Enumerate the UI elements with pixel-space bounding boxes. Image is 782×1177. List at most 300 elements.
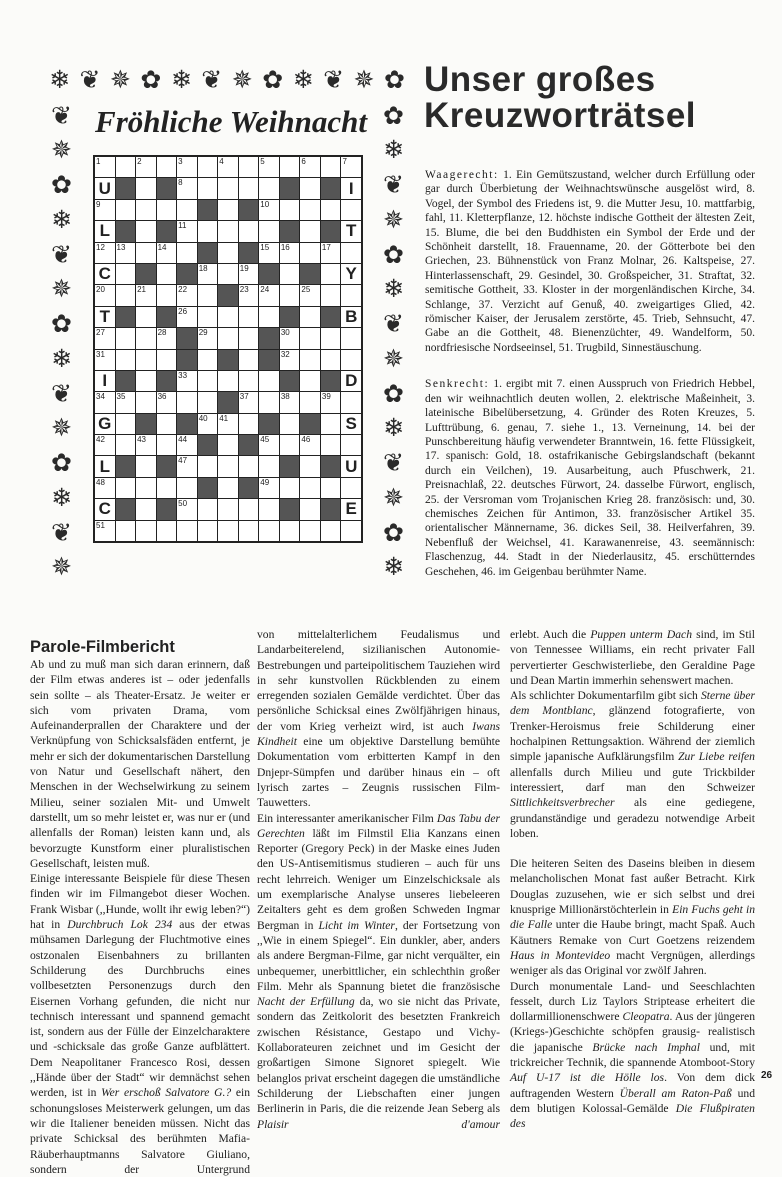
grid-cell-black — [259, 264, 279, 284]
text-run: Einige interessante Beispiele für diese Thesen finden wir im Filmangebot dieser Wochen. Frank Wisbar (,,Hunde, wollt ihr ewig leben?“) hat in — [30, 872, 250, 932]
film-title: Überall am Raton-Paß — [619, 1086, 732, 1100]
text-run: Die heiteren Seiten des Daseins bleiben in diesem melancholischen Monat fast außer Betracht. Kirk Douglas zuzusehen, wie er sich selbst und drei knusprige Millionärstöchterlein in — [510, 857, 755, 917]
grid-cell — [239, 157, 259, 177]
grid-cell — [300, 178, 320, 198]
clue-number: 42 — [96, 435, 105, 445]
grid-cell — [95, 264, 115, 284]
grid-cell — [136, 307, 156, 327]
film-title: Auf U-17 ist die Hölle los — [510, 1071, 665, 1085]
clue-number: 33 — [178, 370, 188, 380]
grid-cell — [177, 285, 197, 305]
grid-cell — [95, 307, 115, 327]
text-run: unter die Haube bringt, macht Spaß. Auch Käutners Remake von Curt Goetzens reizendem — [510, 918, 756, 947]
ornament-icon — [48, 378, 75, 408]
grid-cell-black — [198, 478, 218, 498]
grid-cell-black — [157, 307, 177, 327]
grid-cell — [321, 350, 341, 370]
grid-cell — [157, 435, 177, 455]
grid-cell — [95, 178, 115, 198]
clue-number: 17 — [321, 242, 331, 252]
grid-cell — [157, 392, 177, 412]
grid-cell — [259, 521, 279, 541]
grid-cell — [136, 178, 156, 198]
solution-letter: C — [98, 499, 111, 519]
grid-cell — [136, 456, 156, 476]
title-line-1: Unser großes — [424, 60, 656, 99]
grid-cell — [177, 435, 197, 455]
text-run: eine um objektive Darstellung bemühte Dokumentation vom erbitterten Kampf in den Dnjepr-Sümpfen und darüber hinaus ein – oft lyrisch zartes – Zeugnis russischen Film-Tauwetters. — [257, 735, 500, 810]
film-title: Sterne über dem Montblanc — [510, 689, 755, 718]
clue-number: 41 — [219, 413, 229, 423]
grid-cell — [136, 478, 156, 498]
grid-cell — [321, 200, 341, 220]
text-run: da, wo sie nicht das Private, sondern das Zeitkolorit des besetzten Frankreich zwischen Résistance, Gestapo und Vichy-Kollaborateuren zeichnet und im Gesicht der großartigen Simone Signoret spiegelt. Wie belanglos privat erscheint dagegen die umständliche Schilderung der Liebschaften einer jungen Berlinerin in Paris, die die reizende Jean Seberg als — [257, 995, 501, 1116]
grid-cell — [95, 285, 115, 305]
grid-cell — [280, 264, 300, 284]
clue-number: 19 — [239, 263, 249, 273]
grid-cell — [341, 307, 361, 327]
text-run: , glänzend fotografierte, von Trenker-Heroismus freie Schilderung einer hochalpinen Rettungsaktion. Während der ziemlich simple japanische Aufklärungsfilm — [510, 704, 755, 764]
grid-cell — [218, 435, 238, 455]
grid-cell — [198, 350, 218, 370]
ornament-icon — [380, 343, 407, 373]
grid-cell-black — [116, 178, 136, 198]
grid-cell — [157, 414, 177, 434]
ornament-border-top — [46, 64, 408, 94]
film-title: Zur Liebe reifen — [678, 750, 755, 764]
grid-cell-black — [321, 307, 341, 327]
article-column-2 — [257, 627, 500, 1132]
grid-cell — [300, 350, 320, 370]
ornament-border-left — [48, 100, 75, 582]
ornament-icon — [48, 135, 75, 165]
clue-number: 27 — [96, 328, 105, 338]
grid-cell — [341, 414, 361, 434]
clue-number: 48 — [96, 477, 105, 487]
ornament-icon — [48, 448, 75, 478]
grid-cell — [280, 328, 300, 348]
grid-cell — [321, 243, 341, 263]
solution-letter: E — [345, 499, 357, 519]
grid-cell — [95, 328, 115, 348]
text-run: . Von dem dick auftragenden Western — [510, 1071, 756, 1100]
clue-number: 35 — [116, 392, 126, 402]
grid-cell — [259, 243, 279, 263]
clue-number: 5 — [260, 157, 265, 166]
grid-cell — [177, 307, 197, 327]
grid-cell — [321, 157, 341, 177]
grid-cell — [300, 307, 320, 327]
solution-letter: L — [99, 221, 110, 241]
fraktur-title: Fröhliche Weihnacht — [95, 104, 367, 139]
grid-cell — [157, 285, 177, 305]
clue-number: 9 — [96, 199, 101, 209]
grid-cell — [95, 221, 115, 241]
ornament-icon — [48, 517, 75, 547]
grid-cell — [136, 157, 156, 177]
grid-cell-black — [321, 178, 341, 198]
grid-cell — [157, 264, 177, 284]
grid-cell — [280, 285, 300, 305]
ornament-icon — [380, 482, 407, 512]
film-title: Ein Fuchs geht in die Falle — [510, 903, 755, 932]
grid-cell — [136, 371, 156, 391]
clues-down — [425, 377, 755, 579]
text-run: erlebt. Auch die — [510, 628, 591, 641]
ornament-icon — [168, 64, 195, 94]
grid-cell-black — [136, 414, 156, 434]
page-title — [424, 62, 696, 134]
grid-cell — [239, 221, 259, 241]
text-run: und, mit trickreicher Technik, die spannende Atomboot-Story — [510, 1040, 755, 1070]
clue-number: 40 — [198, 413, 208, 423]
paragraph — [30, 871, 250, 1177]
grid-cell — [218, 371, 238, 391]
grid-cell — [259, 478, 279, 498]
grid-cell-black — [157, 221, 177, 241]
clue-number: 43 — [137, 435, 146, 445]
grid-cell-black — [218, 350, 238, 370]
grid-cell — [198, 221, 218, 241]
grid-cell-black — [280, 307, 300, 327]
grid-cell — [341, 392, 361, 412]
grid-cell — [95, 350, 115, 370]
grid-cell — [95, 456, 115, 476]
clue-number: 47 — [178, 456, 188, 466]
grid-cell — [198, 264, 218, 284]
grid-cell — [136, 521, 156, 541]
article-column-3 — [510, 627, 755, 1132]
grid-cell — [341, 200, 361, 220]
grid-cell — [321, 285, 341, 305]
text-run: . Aus der jüngeren (Kriegs-)Geschichte schöpfen grausig- realistisch die japanische — [510, 1010, 755, 1054]
film-title: Cleopatra — [622, 1010, 670, 1024]
text-run: sind, im Stil von Tennessee Williams, ein recht privater Fall pervertierter Geschwisterliebe, den Geraldine Page und Dean Martin immerhin sehenswert machen. — [510, 628, 755, 687]
clue-number: 46 — [301, 435, 311, 445]
grid-cell-black — [116, 499, 136, 519]
grid-cell-black — [157, 499, 177, 519]
grid-cell — [341, 521, 361, 541]
grid-cell — [218, 456, 238, 476]
clues-down-text: 1. ergibt mit 7. einen Ausspruch von Friedrich Hebbel, den wir weihnachtlich deuten wollen, 2. elektrische Maßeinheit, 3. lateinische Bibelübersetzung, 4. Gründer des Roten Kreuzes, 5. Lufttrübung, 6. genau, 7. siehe 1., 13. Verneinung, 14. bei der Punschbereitung häufig verwendeter Branntwein, 16. fette Flüssigkeit, 17. spanisch: Gold, 18. ostafrikanische Gebirgslandschaft (bekannt durch ein Veilchen), 19. Ausarbeitung, auch Pfuschwerk, 21. Preisnachlaß, 22. deutsches Fürwort, 24. dasselbe Fürwort, englisch, 25. der Versroman vom Trojanischen Krieg 28. französisch: und, 30. chemisches Zeichen für Antimon, 33. französischer Artikel 35. orientalischer Männername, 36. dickes Seil, 38. Heilverfahren, 39. Nebenfluß der Weichsel, 41. Karawanenreise, 43. seemännisch: Flaschenzug, 44. Stadt in der Niederlausitz, 45. erschütterndes Geschehen, 46. im Geigenbau berühmter Name. — [425, 378, 755, 578]
grid-cell-black — [321, 456, 341, 476]
ornament-icon — [380, 378, 407, 408]
ornament-icon — [380, 517, 407, 547]
solution-letter: U — [345, 456, 358, 476]
grid-cell — [259, 200, 279, 220]
grid-cell — [280, 157, 300, 177]
ornament-icon — [290, 64, 317, 94]
clue-number: 23 — [239, 285, 249, 295]
grid-cell — [95, 200, 115, 220]
grid-cell — [321, 392, 341, 412]
clue-number: 51 — [96, 520, 105, 530]
grid-cell — [239, 178, 259, 198]
grid-cell-black — [116, 221, 136, 241]
text-run: aus der etwas mühsamen Darlegung der Fluchtmotive eines ostzonalen Eisenbahners zu brillanten Schilderung des Durchbruchs eines vollbesetzten Personenzugs durch den Eisernen Vorhang gefunden, die nicht nur technisch interessant und spannend gemacht ist, sondern aus der Fülle der Einzelcharaktere und -schicksale das große Ganze aufblättert. Dem Neapolitaner Francesco Rosi, dessen ,,Hände über der Stadt“ wir demnächst sehen werden, ist in — [30, 918, 250, 1100]
ornament-icon — [48, 552, 75, 582]
clue-number: 30 — [280, 328, 290, 338]
text-run: als eine gediegene, grundanständige und geradezu notwendige Arbeit loben. — [510, 796, 755, 840]
ornament-icon — [259, 64, 286, 94]
ornament-icon — [48, 309, 75, 339]
clues-across-heading: Waagerecht: — [425, 169, 499, 181]
grid-cell — [341, 350, 361, 370]
grid-cell — [218, 499, 238, 519]
grid-cell — [341, 157, 361, 177]
clue-number: 44 — [178, 435, 188, 445]
ornament-icon — [380, 413, 407, 443]
grid-cell — [116, 243, 136, 263]
grid-cell — [341, 328, 361, 348]
grid-cell — [341, 178, 361, 198]
ornament-icon — [48, 204, 75, 234]
grid-cell-black — [198, 243, 218, 263]
grid-cell — [95, 157, 115, 177]
clue-number: 6 — [301, 157, 306, 166]
film-title: Haus in Montevideo — [510, 948, 611, 962]
grid-cell-black — [300, 414, 320, 434]
ornament-icon — [48, 239, 75, 269]
film-title: Licht im Winter — [318, 918, 395, 932]
grid-cell — [321, 521, 341, 541]
ornament-icon — [198, 64, 225, 94]
grid-cell — [280, 435, 300, 455]
film-title: Durchbruch Lok 234 — [67, 918, 173, 932]
film-title: Puppen unterm Dach — [590, 628, 692, 641]
grid-cell — [218, 328, 238, 348]
ornament-icon — [380, 239, 407, 269]
grid-cell — [300, 200, 320, 220]
grid-cell — [116, 350, 136, 370]
clue-number: 13 — [116, 242, 126, 252]
grid-cell — [259, 499, 279, 519]
grid-cell — [300, 157, 320, 177]
film-title: Das Tabu der Gerechten — [257, 811, 500, 840]
grid-cell — [239, 350, 259, 370]
ornament-icon — [229, 64, 256, 94]
clue-number: 45 — [260, 435, 270, 445]
text-run: ein schonungsloses Meisterwerk gelungen, um das wir die Italiener beneiden müssen. Nicht das private Schicksal des berühmten Mafia-Räuberhauptmanns Salvatore Giuliano, sondern der Untergrund — [30, 1086, 251, 1176]
grid-cell — [157, 350, 177, 370]
grid-cell — [177, 478, 197, 498]
grid-cell — [95, 243, 115, 263]
grid-cell — [95, 392, 115, 412]
text-run: allenfalls durch Milieu und gute Trickbilder interessiert, darf man den Schweizer — [510, 765, 755, 794]
text-run: Ab und zu muß man sich daran erinnern, daß der Film etwas anderes ist – oder jedenfalls sein sollte – als Theater-Ersatz. Je weiter er sich vom privaten Drama, vom Aufeinanderprallen der Charaktere und der Verknüpfung von Schicksalsfäden entfernt, je mehr er sich der dokumentarischen Darstellung von Natur und Gesellschaft nähert, den Menschen in der Wechselwirkung zu seinem Milieu, seiner sozialen Mit- und Umwelt darstellt, um so mehr leistet er, was nur er (und allenfalls der Roman) leisten kann und, als bevorzugte Kunstform einer pluralistischen Gesellschaft, leisten muß. — [30, 658, 250, 870]
ornament-icon — [48, 274, 75, 304]
grid-cell — [116, 157, 136, 177]
clue-number: 22 — [178, 285, 188, 295]
grid-cell — [177, 243, 197, 263]
grid-cell-black — [239, 478, 259, 498]
paragraph — [257, 811, 500, 1132]
grid-cell — [198, 414, 218, 434]
grid-cell — [259, 307, 279, 327]
grid-cell-black — [177, 328, 197, 348]
clue-number: 31 — [96, 349, 105, 359]
grid-cell — [218, 178, 238, 198]
ornament-icon — [380, 552, 407, 582]
grid-cell — [218, 221, 238, 241]
grid-cell — [300, 221, 320, 241]
solution-letter: I — [348, 178, 354, 198]
grid-cell-black — [321, 371, 341, 391]
grid-cell — [136, 499, 156, 519]
paragraph — [510, 856, 755, 978]
page-number: 26 — [761, 1070, 773, 1081]
clue-number: 29 — [198, 328, 208, 338]
text-run: Als schlichter Dokumentarfilm gibt sich — [510, 689, 701, 703]
ornament-icon — [380, 204, 407, 234]
grid-cell — [157, 328, 177, 348]
grid-cell — [218, 478, 238, 498]
grid-cell-black — [280, 221, 300, 241]
text-run: von mittelalterlichem Feudalismus und Landarbeiterelend, sizilianischen Autonomie-Bestrebungen und parteipolitischem Tauziehen wird in sehr kunstvollen Rückblenden zu einem erregenden sozialen Gemälde verdichtet. Über das persönliche Schicksal eines Zwölfjährigen hinaus, der vom Krieg verheizt wird, ist auch — [257, 628, 500, 733]
solution-letter: B — [345, 306, 358, 326]
paragraph — [510, 979, 755, 1132]
clues-across-text: 1. Ein Gemütszustand, welcher durch Erfüllung oder gar durch Überbietung der Weihnachtswünsche ausgelöst wird, 8. Vogel, der Symbol des Friedens ist, 9. die Mutter Jesu, 10. mattfarbig, fahl, 11. Kletterpflanze, 12. höchste indische Gottheit der ältesten Zeit, 15. Blume, die bei den Buddhisten ein Symbol der Erde und der Schönheit darstellt, 18. Frauenname, 20. der Götterbote bei den Griechen, 23. Bühnenstück von Franz Molnar, 26. Kaltspeise, 27. Hinterlassenschaft, 29. Gesindel, 30. Großspeicher, 31. Straftat, 32. semitische Gottheit, 33. Kloster in der morgenländischen Kirche, 34. Schlange, 37. Verzicht auf Genuß, 40. zweigartiges Glied, 42. römischer Kaiser, der Jerusalem zerstörte, 45. Trieb, Sehnsucht, 47. Gabe an die Gottheit, 48. Bienenzüchter, 49. Wandelform, 50. nordfriesische Nordseeinsel, 51. Trugbild, Sinnestäuschung. — [425, 169, 755, 354]
grid-cell — [177, 178, 197, 198]
grid-cell — [177, 456, 197, 476]
grid-cell — [239, 328, 259, 348]
grid-cell — [116, 478, 136, 498]
grid-cell — [341, 221, 361, 241]
clue-number: 11 — [178, 221, 187, 231]
grid-cell — [177, 157, 197, 177]
grid-cell — [300, 243, 320, 263]
paragraph — [510, 627, 755, 688]
grid-cell — [116, 435, 136, 455]
grid-cell — [341, 499, 361, 519]
title-line-2: Kreuzworträtsel — [424, 96, 697, 135]
grid-cell — [116, 200, 136, 220]
grid-cell-black — [280, 456, 300, 476]
ornament-border-right — [380, 100, 407, 582]
ornament-icon — [48, 482, 75, 512]
grid-cell — [259, 456, 279, 476]
film-title: Iwans Kindheit — [257, 719, 500, 749]
grid-cell — [177, 521, 197, 541]
grid-cell — [341, 264, 361, 284]
clue-number: 36 — [157, 392, 167, 402]
grid-cell — [198, 521, 218, 541]
grid-cell-black — [198, 435, 218, 455]
grid-cell-black — [157, 456, 177, 476]
solution-letter: T — [346, 221, 357, 241]
grid-cell-black — [116, 456, 136, 476]
grid-cell — [157, 478, 177, 498]
clues-down-heading: Senkrecht: — [425, 378, 490, 391]
ornament-icon — [380, 274, 407, 304]
grid-cell — [239, 264, 259, 284]
grid-cell — [218, 521, 238, 541]
grid-cell — [198, 371, 218, 391]
grid-cell — [259, 221, 279, 241]
clue-number: 20 — [96, 285, 105, 295]
grid-cell-black — [239, 435, 259, 455]
grid-cell-black — [259, 414, 279, 434]
grid-cell — [300, 371, 320, 391]
grid-cell-black — [280, 178, 300, 198]
grid-cell — [136, 328, 156, 348]
grid-cell-black — [239, 243, 259, 263]
grid-cell — [116, 264, 136, 284]
crossword-grid — [93, 155, 363, 543]
paragraph — [257, 627, 500, 811]
grid-cell-black — [321, 499, 341, 519]
grid-cell — [280, 414, 300, 434]
ornament-icon — [380, 100, 407, 130]
clue-number: 14 — [157, 242, 167, 252]
grid-cell — [136, 392, 156, 412]
grid-cell-black — [259, 328, 279, 348]
grid-cell — [321, 328, 341, 348]
ornament-icon — [48, 100, 75, 130]
grid-cell — [116, 392, 136, 412]
film-title: Plaisir d'amour — [257, 1117, 500, 1131]
clue-number: 10 — [260, 199, 270, 209]
grid-cell — [321, 264, 341, 284]
grid-cell — [341, 456, 361, 476]
solution-letter: T — [99, 306, 110, 326]
grid-cell-black — [157, 371, 177, 391]
grid-cell — [157, 243, 177, 263]
text-run: Ein interessanter amerikanischer Film — [257, 811, 437, 825]
film-title: Nacht der Erfüllung — [257, 995, 355, 1009]
text-run: und dem blutigen Kolossal-Gemälde — [510, 1086, 755, 1115]
grid-cell — [177, 392, 197, 412]
ornament-icon — [380, 448, 407, 478]
grid-cell-black — [136, 264, 156, 284]
grid-cell — [239, 285, 259, 305]
grid-cell — [239, 414, 259, 434]
grid-cell — [218, 200, 238, 220]
grid-cell — [300, 478, 320, 498]
solution-letter: G — [98, 413, 112, 433]
grid-cell-black — [218, 392, 238, 412]
grid-cell — [280, 200, 300, 220]
solution-letter: U — [98, 178, 111, 198]
clue-number: 38 — [280, 392, 290, 402]
grid-cell — [136, 350, 156, 370]
grid-cell — [116, 521, 136, 541]
grid-cell — [341, 371, 361, 391]
grid-cell — [198, 499, 218, 519]
clues — [425, 168, 755, 579]
grid-cell — [136, 200, 156, 220]
grid-cell-black — [198, 200, 218, 220]
clue-number: 49 — [260, 477, 270, 487]
grid-cell — [239, 499, 259, 519]
grid-cell — [300, 499, 320, 519]
clues-across — [425, 168, 755, 355]
ornament-icon — [46, 64, 73, 94]
grid-cell-black — [300, 264, 320, 284]
grid-cell — [239, 307, 259, 327]
text-run: , der Fortsetzung von ,,Wie in einem Spiegel“. Ein dunkler, aber, anders als andere Bergman-Filme, gar nicht verquälter, ein unbequemer, unerbittlicher, ein schlechthin großer Film. Mehr als Spannung bietet die französische — [257, 918, 501, 993]
solution-letter: C — [98, 264, 111, 284]
grid-cell — [95, 371, 115, 391]
clue-number: 50 — [178, 499, 188, 509]
grid-cell — [116, 285, 136, 305]
grid-cell — [300, 328, 320, 348]
grid-cell — [116, 414, 136, 434]
grid-cell — [259, 392, 279, 412]
clue-number: 21 — [137, 285, 146, 295]
clue-number: 1 — [96, 157, 101, 166]
film-title: Wer erschoß Salvatore G.? — [101, 1086, 232, 1100]
